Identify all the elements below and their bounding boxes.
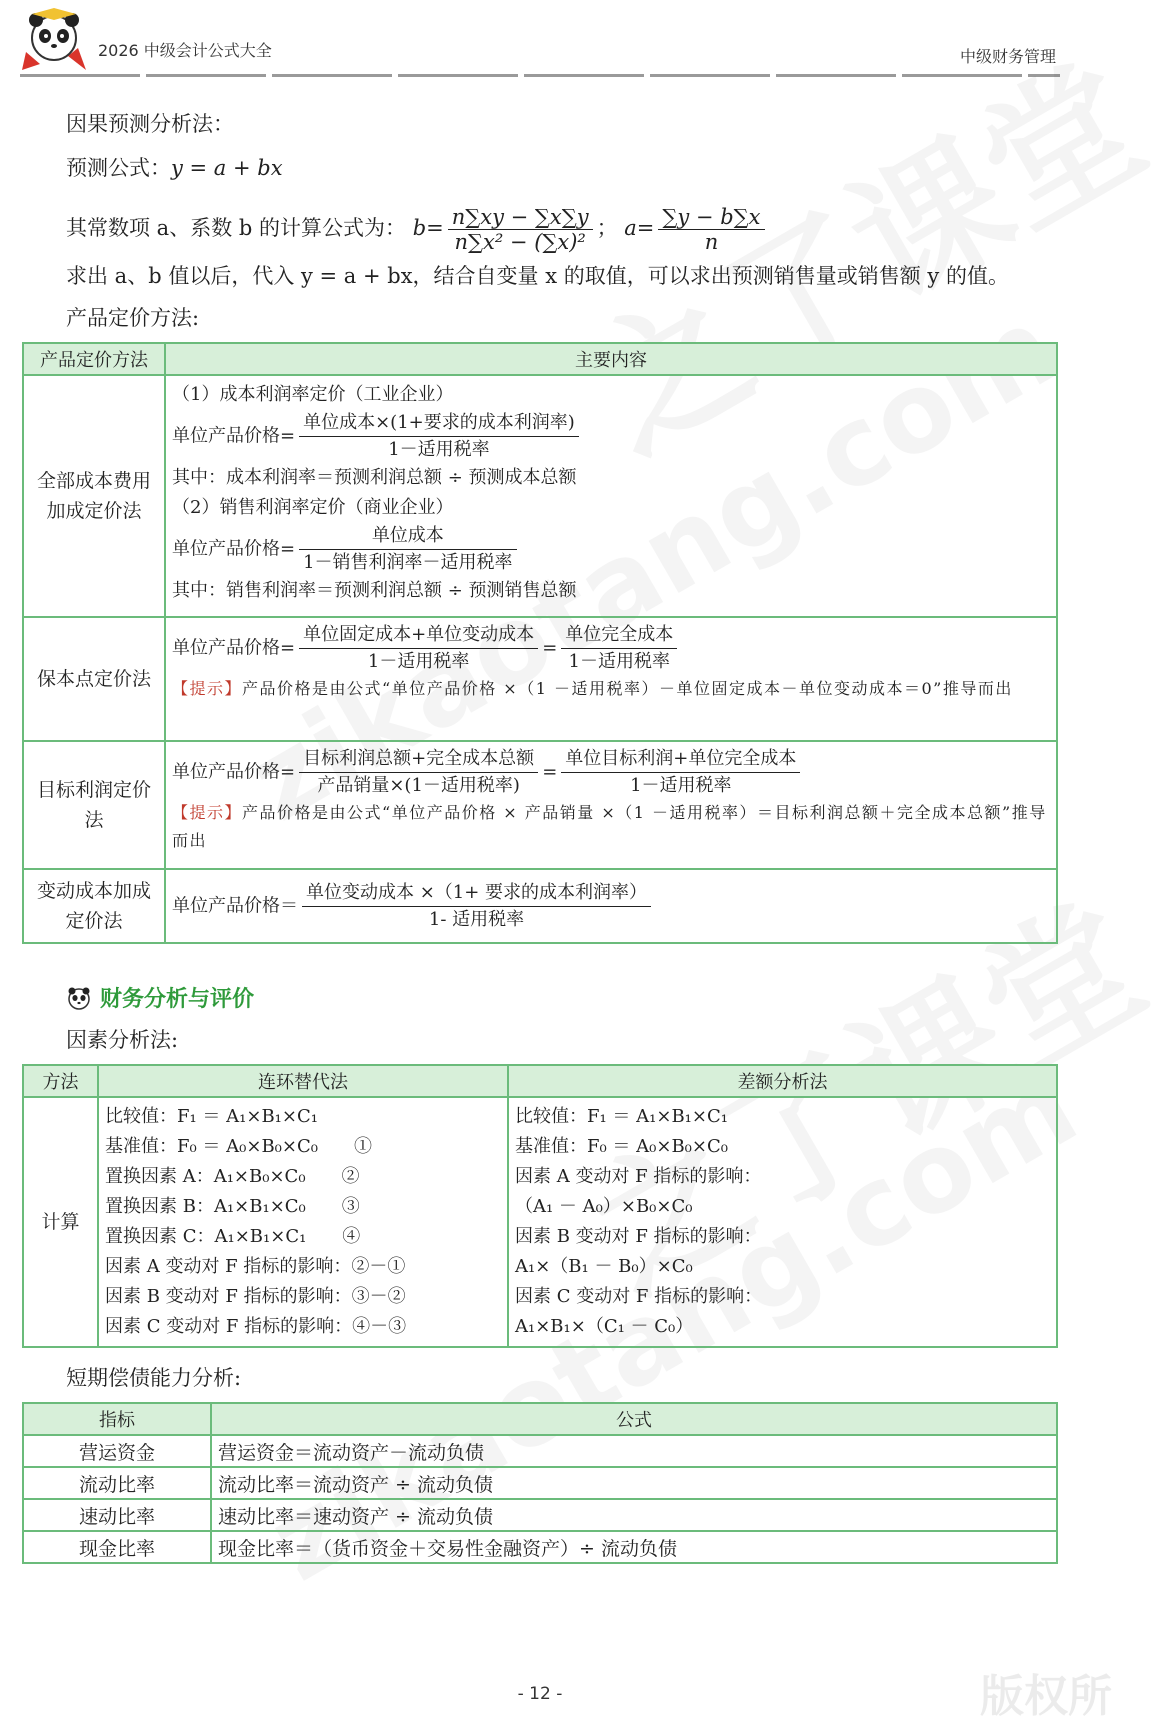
- breakeven-hint: 【提示】产品价格是由公式“单位产品价格 ×（1 －适用税率）－单位固定成本－单位变动成本＝0”推导而出: [172, 679, 1013, 698]
- target-profit-hint: 【提示】产品价格是由公式“单位产品价格 × 产品销量 ×（1 －适用税率）＝目标利润总额＋完全成本总额”推导而出: [172, 803, 1047, 850]
- method-breakeven: 保本点定价法: [23, 617, 165, 741]
- difference-analysis-content: 比较值：F₁ ＝ A₁×B₁×C₁ 基准值：F₀ ＝ A₀×B₀×C₀ 因素 A 变动对 F 指标的影响： （A₁ － A₀）×B₀×C₀ 因素 B 变动对 F 指标的影响： A₁×（B₁ － B₀）×C₀ 因素 C 变动对 F 指标的影响： A₁×B₁×（C₁ － C₀）: [508, 1097, 1057, 1347]
- forecast-formula: 预测公式：y = a + bx: [66, 156, 283, 180]
- b-fraction: $\frac{n\sum xy - \sum x\sum y}{\text{n∑x² − (∑x)²}}$: [448, 205, 593, 254]
- method-target-profit: 目标利润定价法: [23, 741, 165, 869]
- panda-icon: [66, 985, 92, 1011]
- factor-heading: 因素分析法:: [66, 1028, 179, 1052]
- target-profit-content: 单位产品价格= $\frac{\text{目标利润总额+完全成本总额}}{\text{产品销量×(1－适用税率)}}$ = $\frac{\text{单位目标利润+单位完全成本}}{\text{1－适用税率}}$ 【提示】产品价格是由公式“单位产品价格 × 产品销量 ×（1 －适用税率）＝目标利润总额＋完全成本总额”推导而出: [165, 741, 1057, 869]
- pricing-heading: 产品定价方法:: [66, 306, 200, 330]
- table-row: 现金比率 现金比率＝（货币资金＋交易性金融资产）÷ 流动负债: [23, 1531, 1057, 1563]
- col-indicator: 指标: [23, 1403, 211, 1435]
- causal-conclusion: 求出 a、b 值以后，代入 y = a + bx，结合自变量 x 的取值，可以求出预测销售量或销售额 y 的值。: [66, 264, 1009, 288]
- forecast-equation: y = a + bx: [171, 156, 283, 180]
- page-header: [0, 0, 1080, 80]
- col-chain-substitution: 连环替代法: [98, 1065, 508, 1097]
- col-difference-analysis: 差额分析法: [508, 1065, 1057, 1097]
- doc-title: 2026 中级会计公式大全: [98, 41, 272, 60]
- cost-margin-fraction: $\frac{\text{单位成本×(1+要求的成本利润率)}}{\text{1－适用税率}}$: [299, 410, 579, 463]
- table-row: 营运资金 营运资金＝流动资产－流动负债: [23, 1435, 1057, 1467]
- row-calc-label: 计算: [23, 1097, 98, 1347]
- col-main-content: 主要内容: [165, 343, 1057, 375]
- table-row: 流动比率 流动比率＝流动资产 ÷ 流动负债: [23, 1467, 1057, 1499]
- watermark-corner: 版权所: [980, 1671, 1112, 1722]
- sales-margin-fraction: $\frac{\text{单位成本}}{\text{1－销售利润率－适用税率}}$: [299, 523, 516, 576]
- solvency-heading: 短期偿债能力分析:: [66, 1366, 242, 1390]
- col-pricing-method: 产品定价方法: [23, 343, 165, 375]
- full-cost-content: （1）成本利润率定价（工业企业） 单位产品价格= $\frac{\text{单位成本×(1+要求的成本利润率)}}{\text{1－适用税率}}$ 其中：成本利润率＝预测利润总额 ÷ 预测成本总额 （2）销售利润率定价（商业企业） 单位产品价格= $\frac{\text{单位成本}}{\text{1－销售利润率－适用税率}}$ 其中：销售利润率＝预测利润总额 ÷ 预测销售总额: [165, 375, 1057, 617]
- chain-substitution-content: 比较值：F₁ ＝ A₁×B₁×C₁ 基准值：F₀ ＝ A₀×B₀×C₀ ① 置换因素 A：A₁×B₀×C₀ ② 置换因素 B：A₁×B₁×C₀ ③ 置换因素 C：A₁×B₁×C₁ ④ 因素 A 变动对 F 指标的影响：②－① 因素 B 变动对 F 指标的影响：③－② 因素 C 变动对 F 指标的影响：④－③: [98, 1097, 508, 1347]
- table-row: 速动比率 速动比率＝速动资产 ÷ 流动负债: [23, 1499, 1057, 1531]
- variable-cost-content: 单位产品价格＝ $\frac{\text{单位变动成本 ×（1+ 要求的成本利润率）}}{\text{1- 适用税率}}$: [165, 869, 1057, 943]
- section-title: 财务分析与评价: [66, 982, 254, 1013]
- b-label: b=: [412, 216, 444, 240]
- causal-heading: 因果预测分析法：: [66, 112, 234, 136]
- method-full-cost: 全部成本费用加成定价法: [23, 375, 165, 617]
- header-divider: [20, 74, 1060, 77]
- a-label: a=: [624, 216, 655, 240]
- factor-analysis-table: [22, 1064, 1058, 1348]
- method-variable-cost: 变动成本加成定价法: [23, 869, 165, 943]
- a-fraction: $\frac{\sum y - b\sum x}{n}$: [658, 205, 764, 254]
- col-formula: 公式: [211, 1403, 1057, 1435]
- solvency-table: [22, 1402, 1058, 1564]
- subject-title: 中级财务管理: [959, 47, 1056, 66]
- coefficient-formula: 其常数项 a、系数 b 的计算公式为： b= $\frac{n\sum xy - \sum x\sum y}{\text{n∑x² − (∑x)²}}$ ； a= $\frac{\sum y - b\sum x}{n}$: [66, 198, 769, 258]
- pricing-table: [22, 342, 1058, 944]
- page-number: - 12 -: [517, 1684, 563, 1704]
- panda-mascot-logo-icon: [18, 6, 90, 76]
- col-method: 方法: [23, 1065, 98, 1097]
- breakeven-content: 单位产品价格= $\frac{\text{单位固定成本+单位变动成本}}{\text{1－适用税率}}$ = $\frac{\text{单位完全成本}}{\text{1－适用税率}}$ 【提示】产品价格是由公式“单位产品价格 ×（1 －适用税率）－单位固定成本－单位变动成本＝0”推导而出: [165, 617, 1057, 741]
